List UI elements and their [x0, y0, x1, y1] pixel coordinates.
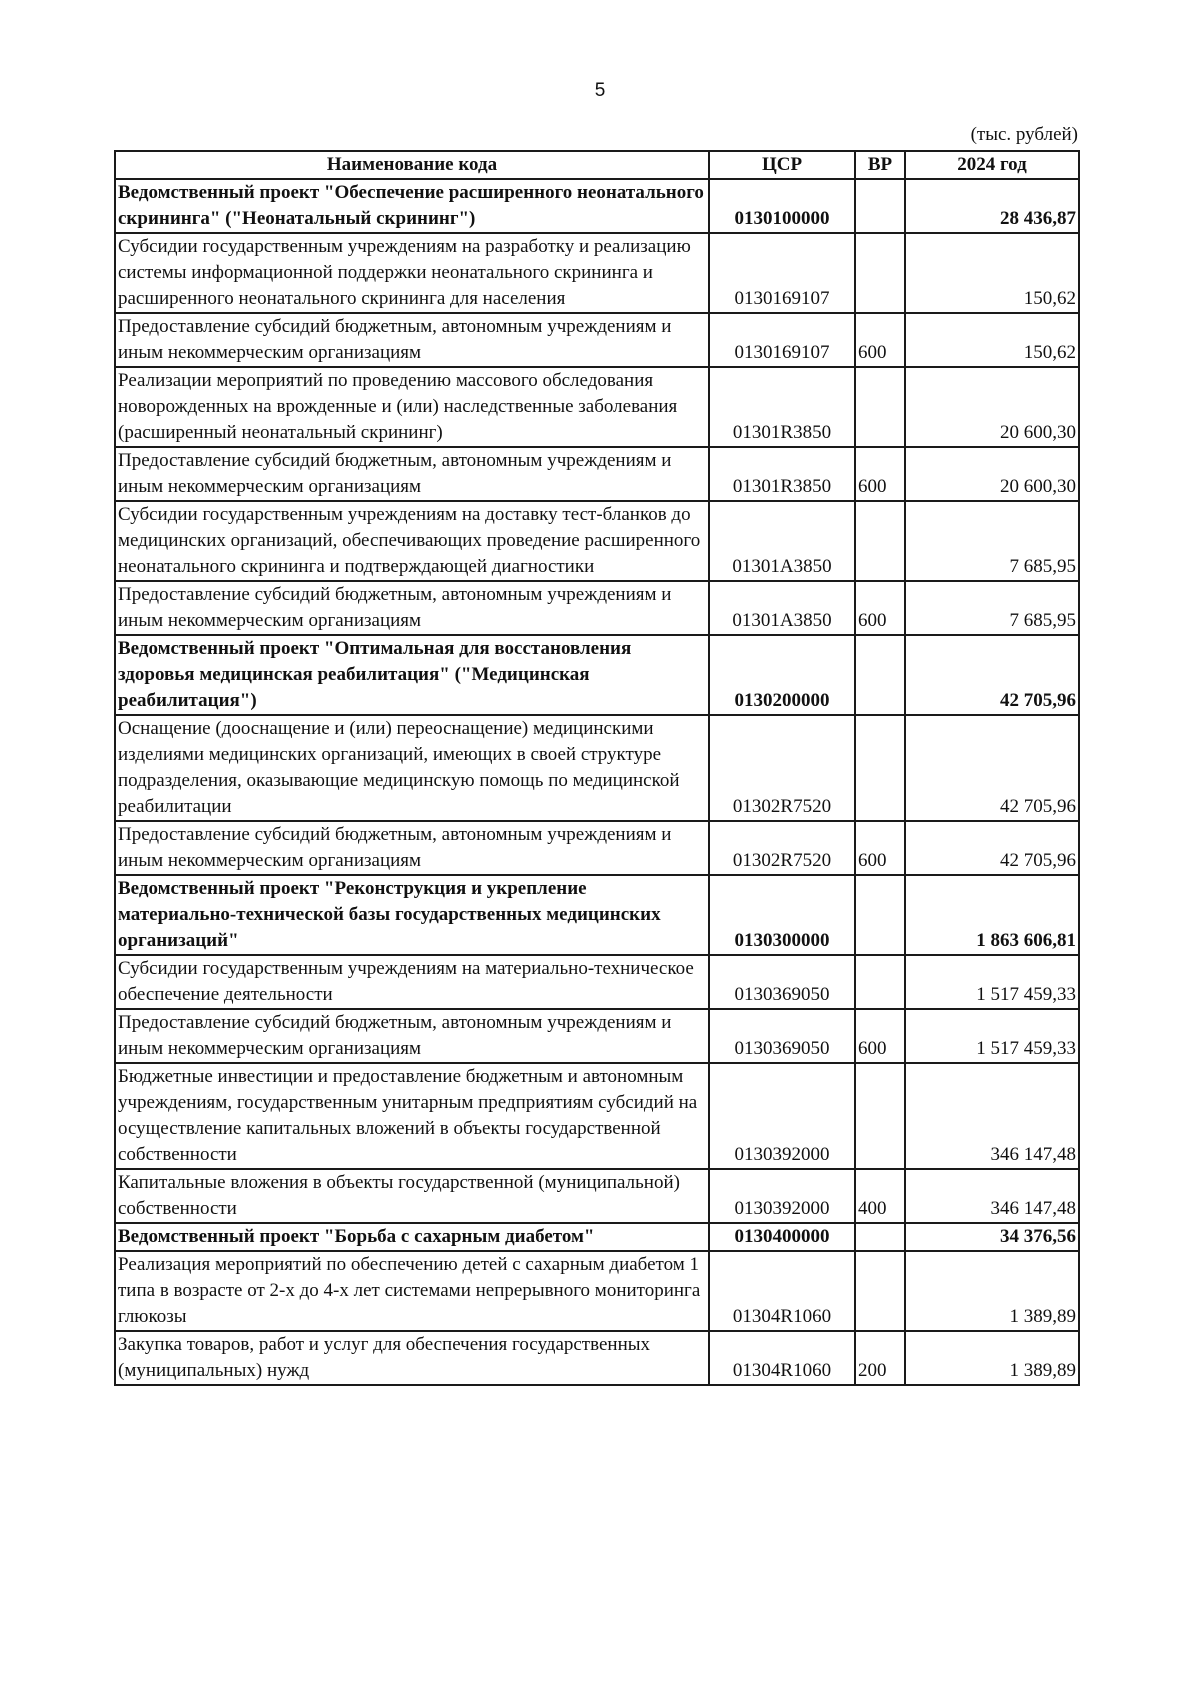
- row-amount-cell: 42 705,96: [905, 821, 1079, 875]
- table-row: [115, 955, 1079, 1009]
- header-year: 2024 год: [905, 151, 1079, 179]
- row-csr-cell: 01302R7520: [709, 715, 855, 821]
- row-csr-cell: 0130392000: [709, 1169, 855, 1223]
- row-name-cell: Ведомственный проект "Реконструкция и укрепление материально-технической базы государственных медицинских организаций": [115, 875, 709, 955]
- table-row: [115, 581, 1079, 635]
- row-name-cell: Ведомственный проект "Борьба с сахарным диабетом": [115, 1223, 709, 1251]
- row-amount-cell: 346 147,48: [905, 1063, 1079, 1169]
- row-csr-cell: 01301A3850: [709, 581, 855, 635]
- table-row: [115, 313, 1079, 367]
- table-row: [115, 821, 1079, 875]
- row-name-cell: Предоставление субсидий бюджетным, автономным учреждениям и иным некоммерческим организациям: [115, 821, 709, 875]
- row-vr-cell: [855, 233, 905, 313]
- row-amount-cell: 150,62: [905, 313, 1079, 367]
- row-vr-cell: 400: [855, 1169, 905, 1223]
- header-name: Наименование кода: [115, 151, 709, 179]
- row-vr-cell: [855, 715, 905, 821]
- row-amount-cell: 7 685,95: [905, 501, 1079, 581]
- header-csr: ЦСР: [709, 151, 855, 179]
- row-csr-cell: 01301R3850: [709, 447, 855, 501]
- row-amount-cell: 1 517 459,33: [905, 955, 1079, 1009]
- row-name-cell: Предоставление субсидий бюджетным, автономным учреждениям и иным некоммерческим организациям: [115, 1009, 709, 1063]
- table-row: [115, 715, 1079, 821]
- row-amount-cell: 42 705,96: [905, 635, 1079, 715]
- row-vr-cell: [855, 367, 905, 447]
- row-amount-cell: 1 389,89: [905, 1331, 1079, 1385]
- row-csr-cell: 0130169107: [709, 233, 855, 313]
- row-name-cell: Предоставление субсидий бюджетным, автономным учреждениям и иным некоммерческим организациям: [115, 581, 709, 635]
- row-amount-cell: 28 436,87: [905, 179, 1079, 233]
- row-csr-cell: 0130400000: [709, 1223, 855, 1251]
- row-name-cell: Субсидии государственным учреждениям на материально-техническое обеспечение деятельности: [115, 955, 709, 1009]
- row-vr-cell: 600: [855, 581, 905, 635]
- row-vr-cell: [855, 1251, 905, 1331]
- row-name-cell: Ведомственный проект "Оптимальная для восстановления здоровья медицинская реабилитация" ("Медицинская реабилитация"): [115, 635, 709, 715]
- row-name-cell: Оснащение (дооснащение и (или) переоснащение) медицинскими изделиями медицинских организаций, имеющих в своей структуре подразделения, оказывающие медицинскую помощь по медицинской реабилитации: [115, 715, 709, 821]
- row-amount-cell: 1 863 606,81: [905, 875, 1079, 955]
- row-csr-cell: 01304R1060: [709, 1331, 855, 1385]
- table-header-row: [115, 151, 1079, 179]
- row-name-cell: Субсидии государственным учреждениям на разработку и реализацию системы информационной поддержки неонатального скрининга и расширенного неонатального скрининга для населения: [115, 233, 709, 313]
- row-vr-cell: 600: [855, 821, 905, 875]
- table-row: [115, 1251, 1079, 1331]
- row-vr-cell: [855, 501, 905, 581]
- row-vr-cell: [855, 875, 905, 955]
- table-row: [115, 1063, 1079, 1169]
- table-row: [115, 635, 1079, 715]
- row-vr-cell: [855, 1063, 905, 1169]
- row-name-cell: Реализации мероприятий по проведению массового обследования новорожденных на врожденные и (или) наследственные заболевания (расширенный неонатальный скрининг): [115, 367, 709, 447]
- row-name-cell: Субсидии государственным учреждениям на доставку тест-бланков до медицинских организаций, обеспечивающих проведение расширенного неонатального скрининга и подтверждающей диагностики: [115, 501, 709, 581]
- row-amount-cell: 346 147,48: [905, 1169, 1079, 1223]
- row-amount-cell: 150,62: [905, 233, 1079, 313]
- table-row: [115, 367, 1079, 447]
- row-csr-cell: 01304R1060: [709, 1251, 855, 1331]
- row-vr-cell: 600: [855, 1009, 905, 1063]
- row-vr-cell: [855, 179, 905, 233]
- row-name-cell: Ведомственный проект "Обеспечение расширенного неонатального скрининга" ("Неонатальный скрининг"): [115, 179, 709, 233]
- row-vr-cell: [855, 955, 905, 1009]
- row-csr-cell: 0130200000: [709, 635, 855, 715]
- table-row: [115, 875, 1079, 955]
- row-name-cell: Предоставление субсидий бюджетным, автономным учреждениям и иным некоммерческим организациям: [115, 447, 709, 501]
- row-amount-cell: 1 389,89: [905, 1251, 1079, 1331]
- table-row: [115, 1169, 1079, 1223]
- table-row: [115, 1331, 1079, 1385]
- row-name-cell: Реализация мероприятий по обеспечению детей с сахарным диабетом 1 типа в возрасте от 2-х до 4-х лет системами непрерывного мониторинга глюкозы: [115, 1251, 709, 1331]
- units-label: (тыс. рублей): [970, 124, 1078, 145]
- row-vr-cell: 200: [855, 1331, 905, 1385]
- row-vr-cell: 600: [855, 313, 905, 367]
- table-row: [115, 1223, 1079, 1251]
- table-row: [115, 1009, 1079, 1063]
- row-name-cell: Бюджетные инвестиции и предоставление бюджетным и автономным учреждениям, государственным унитарным предприятиям субсидий на осуществление капитальных вложений в объекты государственной собственности: [115, 1063, 709, 1169]
- row-amount-cell: 7 685,95: [905, 581, 1079, 635]
- row-amount-cell: 34 376,56: [905, 1223, 1079, 1251]
- row-csr-cell: 01301R3850: [709, 367, 855, 447]
- row-amount-cell: 20 600,30: [905, 447, 1079, 501]
- row-csr-cell: 01301A3850: [709, 501, 855, 581]
- table-row: [115, 447, 1079, 501]
- row-amount-cell: 20 600,30: [905, 367, 1079, 447]
- budget-table: [114, 150, 1080, 1386]
- table-row: [115, 179, 1079, 233]
- row-vr-cell: 600: [855, 447, 905, 501]
- header-vr: ВР: [855, 151, 905, 179]
- row-name-cell: Капитальные вложения в объекты государственной (муниципальной) собственности: [115, 1169, 709, 1223]
- row-csr-cell: 0130300000: [709, 875, 855, 955]
- row-vr-cell: [855, 635, 905, 715]
- row-name-cell: Закупка товаров, работ и услуг для обеспечения государственных (муниципальных) нужд: [115, 1331, 709, 1385]
- table-row: [115, 501, 1079, 581]
- row-amount-cell: 1 517 459,33: [905, 1009, 1079, 1063]
- table-row: [115, 233, 1079, 313]
- row-csr-cell: 01302R7520: [709, 821, 855, 875]
- row-vr-cell: [855, 1223, 905, 1251]
- row-amount-cell: 42 705,96: [905, 715, 1079, 821]
- page-number: 5: [594, 80, 606, 101]
- row-name-cell: Предоставление субсидий бюджетным, автономным учреждениям и иным некоммерческим организациям: [115, 313, 709, 367]
- row-csr-cell: 0130100000: [709, 179, 855, 233]
- row-csr-cell: 0130169107: [709, 313, 855, 367]
- row-csr-cell: 0130392000: [709, 1063, 855, 1169]
- row-csr-cell: 0130369050: [709, 955, 855, 1009]
- row-csr-cell: 0130369050: [709, 1009, 855, 1063]
